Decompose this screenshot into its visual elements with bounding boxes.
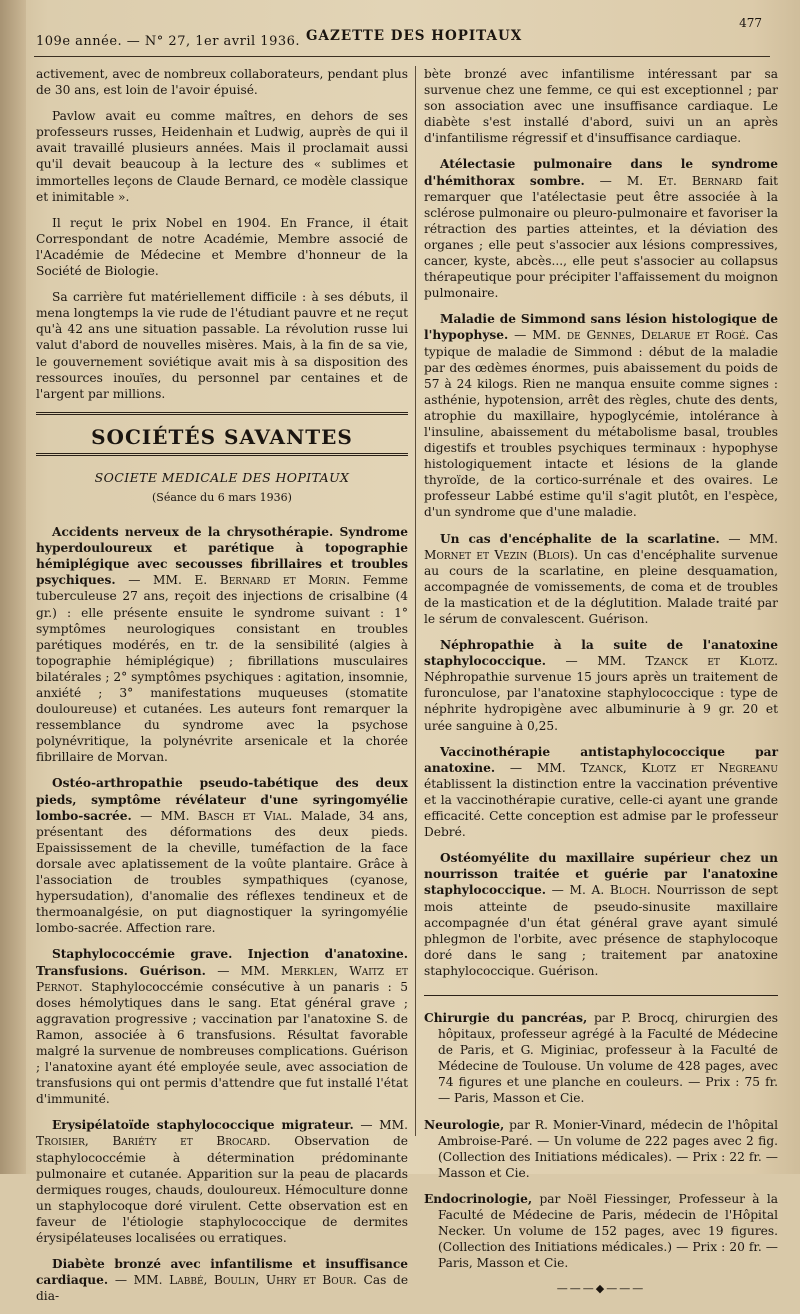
abstract-title: Maladie de Simmond sans lésion histologique de l'hypophyse.	[424, 312, 778, 343]
abstract-text: établissent la distinction entre la vaccination préventive et la vaccinothérapie curative, celle-ci ayant une grande efficacité. Cette conception est admise par le professeur Debré.	[424, 776, 778, 840]
book-title: Chirurgie du pancréas,	[424, 1010, 588, 1025]
page-number: 477	[739, 16, 762, 30]
abstract-authors: M. A. Bloch.	[569, 883, 651, 898]
society-name: SOCIETE MEDICALE DES HOPITAUX	[94, 469, 350, 485]
abstract-text: Cas typique de maladie de Simmond : début de la maladie par des œdèmes énormes, puis abaissement du poids de 57 à 24 kilogs. Rien ne manqua ensuite comme signes : asthénie, hypotension, arrêt des règles, chute des dents, atrophie du maxillaire, hypoglycémie, intolérance à l'insuline, abaissement du métabolisme basal, troubles digestifs et troubles psychiques terminaux : hypophyse histologiquement intacte et lésions de la glande thyroïde, de la cortico-surrénale et des ovaires. Le professeur Labbé estime qu'il s'agit plutôt, en l'espèce, d'un syndrome que d'une maladie.	[424, 328, 778, 520]
abstract-text: Staphylococcémie consécutive à un panaris : 5 doses hémolytiques dans le sang. Etat général grave ; aggravation progressive ; vaccination par l'anatoxine S. de Ramon, associée à 6 transfusions. Résultat favorable malgré la survenue de nombreuses complications. Guérison ; l'anatoxine ayant été employée seule, avec association de transfusions qui ont permis d'attendre que fut installé l'état d'immunité.	[36, 979, 409, 1107]
section-rule	[36, 412, 408, 415]
abstract: Maladie de Simmond sans lésion histologique de l'hypophyse. — MM. de Gennes, Delarue et Rogé. Cas typique de maladie de Simmond : début de la maladie par des œdèmes énormes, puis abaissement du poids de 57 à 24 kilogs. Rien ne manqua ensuite comme signes : asthénie, hypotension, arrêt des règles, chute des dents, atrophie du maxillaire, hypoglycémie, intolérance à l'insuline, abaissement du métabolisme basal, troubles digestifs et troubles psychiques terminaux : hypophyse histologiquement intacte et lésions de la glande thyroïde, de la cortico-surrénale et des ovaires. Le professeur Labbé estime qu'il s'agit plutôt, en l'espèce, d'un syndrome que d'une maladie.	[424, 312, 778, 520]
abstract-text: Un cas d'encéphalite survenue au cours de la scarlatine, en pleine desquamation, accompagnée de vomissements, de coma et de troubles de la mastication et de la déglutition. Malade traité par le sérum de convalescent. Guérison.	[424, 547, 779, 626]
abstract-authors: MM. Basch et Vial.	[160, 808, 293, 823]
abstract: Diabète bronzé avec infantilisme et insuffisance cardiaque. — MM. Labbé, Boulin, Uhry et Bour. Cas de dia-	[36, 1257, 409, 1304]
right-column	[424, 66, 778, 1297]
abstract: Ostéomyélite du maxillaire supérieur chez un nourrisson traitée et guérie par l'anatoxine staphylococcique. — M. A. Bloch. Nourrisson de sept mois atteinte de pseudo-sinusite maxillaire accompagnée d'un état général grave ayant simulé phlegmon de l'orbite, avec présence de staphylocoque doré dans le sang ; traitement par anatoxine staphylococcique. Guérison.	[424, 851, 779, 978]
abstract: Atélectasie pulmonaire dans le syndrome d'hémithorax sombre. — M. Et. Bernard fait remarquer que l'atélectasie peut être associée à la sclérose pulmonaire ou pleuro-pulmonaire et favoriser la rétraction des parties atteintes, et la déviation des organes ; elle peut s'associer aux lésions compressives, cancer, kyste, abcès..., elle peut s'associer au collapsus thérapeutique pour précipiter l'affaissement du moignon pulmonaire.	[424, 157, 779, 301]
abstract-title: Ostéo-arthropathie pseudo-tabétique des deux pieds, symptôme révélateur d'une syringomyélie lombo-sacrée.	[36, 776, 408, 823]
abstract-title: Néphropathie à la suite de l'anatoxine staphylococcique.	[424, 638, 778, 669]
book-details: par R. Monier-Vinard, médecin de l'hôpital Ambroise-Paré. — Un volume de 222 pages avec 2 fig. (Collection des Initiations médicales). — Prix : 22 fr. — Masson et Cie.	[438, 1117, 778, 1180]
paragraph: activement, avec de nombreux collaborateurs, pendant plus de 30 ans, est loin de l'avoir épuisé.	[36, 67, 408, 98]
books-separator	[424, 995, 778, 996]
abstract-authors: MM. Labbé, Boulin, Uhry et Bour.	[133, 1273, 357, 1288]
abstract: Staphylococcémie grave. Injection d'anatoxine. Transfusions. Guérison. — MM. Merklen, Waitz et Pernot. Staphylococcémie consécutive à un panaris : 5 doses hémolytiques dans le sang. Etat général grave ; aggravation progressive ; vaccination par l'anatoxine S. de Ramon, associée à 6 transfusions. Résultat favorable malgré la survenue de nombreuses complications. Guérison ; l'anatoxine ayant été employée seule, avec association de transfusions qui ont permis d'attendre que fut installé l'état d'immunité.	[36, 947, 409, 1107]
book-details: par P. Brocq, chirurgien des hôpitaux, professeur agrégé à la Faculté de Médecine de Paris, et G. Miginiac, professeur à la Faculté de Médecine de Toulouse. Un volume de 428 pages, avec 74 figures et une planche en couleurs. — Prix : 75 fr. — Paris, Masson et Cie.	[438, 1010, 779, 1106]
abstract-title: Erysipélatoïde staphylococcique migrateur.	[52, 1118, 354, 1133]
issue-line: 109e année. — N° 27, 1er avril 1936.	[36, 34, 301, 49]
book-details: par Noël Fiessinger, Professeur à la Faculté de Médecine de Paris, médecin de l'Hôpital Necker. Un volume de 152 pages, avec 19 figures. (Collection des Initiations médicales.) — Prix : 20 fr. — Paris, Masson et Cie.	[438, 1191, 778, 1271]
abstract: Un cas d'encéphalite de la scarlatine. — MM. Mornet et Vezin (Blois). Un cas d'encéphalite survenue au cours de la scarlatine, en pleine desquamation, accompagnée de vomissements, de coma et de troubles de la mastication et de la déglutition. Malade traité par le sérum de convalescent. Guérison.	[424, 531, 779, 626]
abstract-title: Vaccinothérapie antistaphylococcique par anatoxine.	[424, 744, 778, 775]
left-column	[36, 66, 408, 1314]
abstract: Erysipélatoïde staphylococcique migrateur. — MM. Troisier, Bariéty et Brocard. Observation de staphylococcémie à détermination prédominante pulmonaire et cutanée. Apparition sur la peau de placards dermiques rouges, chauds, douloureux. Hémoculture donne un staphylocoque doré virulent. Cette observation est en faveur de l'étiologie staphylococcique de dermites érysipélateuses localisées ou erratiques.	[36, 1118, 409, 1245]
paragraph: Il reçut le prix Nobel en 1904. En France, il était Correspondant de notre Académie, Membre associé de l'Académie de Médecine et Membre d'honneur de la Société de Biologie.	[36, 215, 408, 279]
section-rule	[36, 453, 408, 456]
abstract-authors: MM. Mornet et Vezin (Blois).	[424, 531, 779, 562]
abstract-title: Ostéomyélite du maxillaire supérieur chez un nourrisson traitée et guérie par l'anatoxine staphylococcique.	[424, 851, 778, 898]
column-divider	[415, 66, 416, 1136]
abstract: Accidents nerveux de la chrysothérapie. Syndrome hyperdouloureux et parétique à topographie hémiplégique avec secousses fibrillaires et troubles psychiques. — MM. E. Bernard et Morin. Femme tuberculeuse 27 ans, reçoit des injections de crisalbine (4 gr.) : elle présente ensuite le syndrome suivant : 1° symptômes neurologiques consistant en troubles parétiques modérés, en tr. de la sensibilité (algies à topographie hémiplégique) ; fibrillations musculaires bilatérales ; 2° symptômes psychiques : agitation, insomnie, anxiété ; 3° manifestations muqueuses (stomatite douloureuse) et cutanées. Les auteurs font remarquer la ressemblance du syndrome avec la psychose polynévritique, la polynévrite arsenicale et la chorée fibrillaire de Morvan.	[36, 525, 409, 765]
abstract-authors: MM. Tzanck et Klotz.	[597, 654, 779, 669]
book-entry	[424, 1010, 778, 1107]
abstract-text: Nourrisson de sept mois atteinte de pseudo-sinusite maxillaire accompagnée d'un état général grave ayant simulé phlegmon de l'orbite, avec présence de staphylocoque doré dans le sang ; traitement par anatoxine staphylococcique. Guérison.	[424, 883, 779, 978]
abstract-text: Observation de staphylococcémie à détermination prédominante pulmonaire et cutanée. Apparition sur la peau de placards dermiques rouges, chauds, douloureux. Hémoculture donne un staphylocoque doré virulent. Cette observation est en faveur de l'étiologie staphylococcique de dermites érysipélateuses localisées ou erratiques.	[36, 1134, 409, 1245]
abstract-authors: M. Et. Bernard	[626, 173, 743, 188]
abstract: Ostéo-arthropathie pseudo-tabétique des deux pieds, symptôme révélateur d'une syringomyélie lombo-sacrée. — MM. Basch et Vial. Malade, 34 ans, présentant des déformations des deux pieds. Epaississement de la cheville, tuméfaction de la face dorsale avec aplatissement de la voûte plantaire. Grâce à l'association de troubles sympathiques (cyanose, hypersudation), d'anomalie des réflexes tendineux et de thermoanalgésie, on put diagnostiquer la syringomyélie lombo-sacrée. Affection rare.	[36, 776, 409, 936]
abstract-text: Femme tuberculeuse 27 ans, reçoit des injections de crisalbine (4 gr.) : elle présente ensuite le syndrome suivant : 1° symptômes neurologiques consistant en troubles parétiques modérés, en tr. de la sensibilité (algies à topographie hémiplégique) ; fibrillations musculaires bilatérales ; 2° symptômes psychiques : agitation, insomnie, anxiété ; 3° manifestations muqueuses (stomatite douloureuse) et cutanées. Les auteurs font remarquer la ressemblance du syndrome avec la psychose polynévritique, la polynévrite arsenicale et la chorée fibrillaire de Morvan.	[36, 573, 409, 765]
header-rule	[34, 56, 770, 57]
abstract-title: Un cas d'encéphalite de la scarlatine.	[440, 531, 720, 546]
abstract-title: Accidents nerveux de la chrysothérapie. Syndrome hyperdouloureux et parétique à topographie hémiplégique avec secousses fibrillaires et troubles psychiques.	[36, 525, 408, 588]
end-ornament: ———◆———	[556, 1282, 646, 1296]
abstract: Vaccinothérapie antistaphylococcique par anatoxine. — MM. Tzanck, Klotz et Negreanu établissent la distinction entre la vaccination préventive et la vaccinothérapie curative, celle-ci ayant une grande efficacité. Cette conception est admise par le professeur Debré.	[424, 744, 778, 840]
book-title: Neurologie,	[424, 1117, 505, 1132]
abstract-authors: MM. Tzanck, Klotz et Negreanu	[536, 760, 778, 775]
book-reviews	[424, 1010, 778, 1271]
paragraph: Pavlow avait eu comme maîtres, en dehors de ses professeurs russes, Heidenhain et Ludwig, auprès de qui il avait travaillé plusieurs années. Mais il proclamait aussi qu'il devait beaucoup à la lecture des « sublimes et immortelles leçons de Claude Bernard, ce modèle classique et inimitable ».	[36, 109, 408, 204]
page-binding-shadow	[0, 0, 26, 1174]
abstract-authors: MM. Merklen, Waitz et Pernot.	[36, 963, 408, 994]
abstract-title: Staphylococcémie grave. Injection d'anatoxine. Transfusions. Guérison.	[36, 947, 408, 978]
abstract-text: Malade, 34 ans, présentant des déformations des deux pieds. Epaississement de la cheville, tuméfaction de la face dorsale avec aplatissement de la voûte plantaire. Grâce à l'association de troubles sympathiques (cyanose, hypersudation), d'anomalie des réflexes tendineux et de thermoanalgésie, on put diagnostiquer la syringomyélie lombo-sacrée. Affection rare.	[36, 808, 409, 936]
abstract-text: fait remarquer que l'atélectasie peut être associée à la sclérose pulmonaire ou pleuro-pulmonaire et favoriser la rétraction des parties atteintes, et la déviation des organes ; elle peut s'associer aux lésions compressives, cancer, kyste, abcès..., elle peut s'associer au collapsus thérapeutique pour précipiter l'affaissement du moignon pulmonaire.	[424, 173, 779, 301]
session-date: (Séance du 6 mars 1936)	[152, 490, 292, 504]
page-header	[36, 16, 770, 54]
book-title: Endocrinologie,	[424, 1191, 533, 1206]
section-title: SOCIÉTÉS SAVANTES	[91, 424, 353, 449]
abstract-title: Atélectasie pulmonaire dans le syndrome d'hémithorax sombre.	[424, 157, 778, 188]
book-entry	[424, 1117, 778, 1181]
abstract-authors: MM. E. Bernard et Morin.	[152, 573, 351, 588]
abstract-text: Cas de dia-	[36, 1273, 409, 1304]
book-entry	[424, 1191, 778, 1271]
abstract-authors: MM. Troisier, Bariéty et Brocard.	[36, 1118, 408, 1149]
abstract-text: Néphropathie survenue 15 jours après un traitement de furonculose, par l'anatoxine staphylococcique : type de néphrite hydropigène avec albuminurie à 9 gr. 20 et urée sanguine à 0,25.	[424, 670, 778, 733]
journal-title: GAZETTE DES HOPITAUX	[306, 28, 523, 44]
abstract: Néphropathie à la suite de l'anatoxine staphylococcique. — MM. Tzanck et Klotz. Néphropathie survenue 15 jours après un traitement de furonculose, par l'anatoxine staphylococcique : type de néphrite hydropigène avec albuminurie à 9 gr. 20 et urée sanguine à 0,25.	[424, 638, 779, 733]
paragraph: bète bronzé avec infantilisme intéressant par sa survenue chez une femme, ce qui est exceptionnel ; par son association avec une insuffisance cardiaque. Le diabète s'est installé d'abord, suivi un an après d'infantilisme régressif et d'insuffisance cardiaque.	[424, 67, 778, 146]
abstract-title: Diabète bronzé avec infantilisme et insuffisance cardiaque.	[36, 1257, 408, 1288]
abstract-authors: MM. de Gennes, Delarue et Rogé.	[532, 328, 750, 343]
paragraph: Sa carrière fut matériellement difficile : à ses débuts, il mena longtemps la vie rude de l'étudiant pauvre et ne reçut qu'à 42 ans une situation passable. La révolution russe lui valut d'abord de nouvelles misères. Mais, à la fin de sa vie, le gouvernement soviétique avait mis à sa disposition des ressources inouïes, du personnel par centaines et de l'argent par millions.	[36, 290, 408, 401]
